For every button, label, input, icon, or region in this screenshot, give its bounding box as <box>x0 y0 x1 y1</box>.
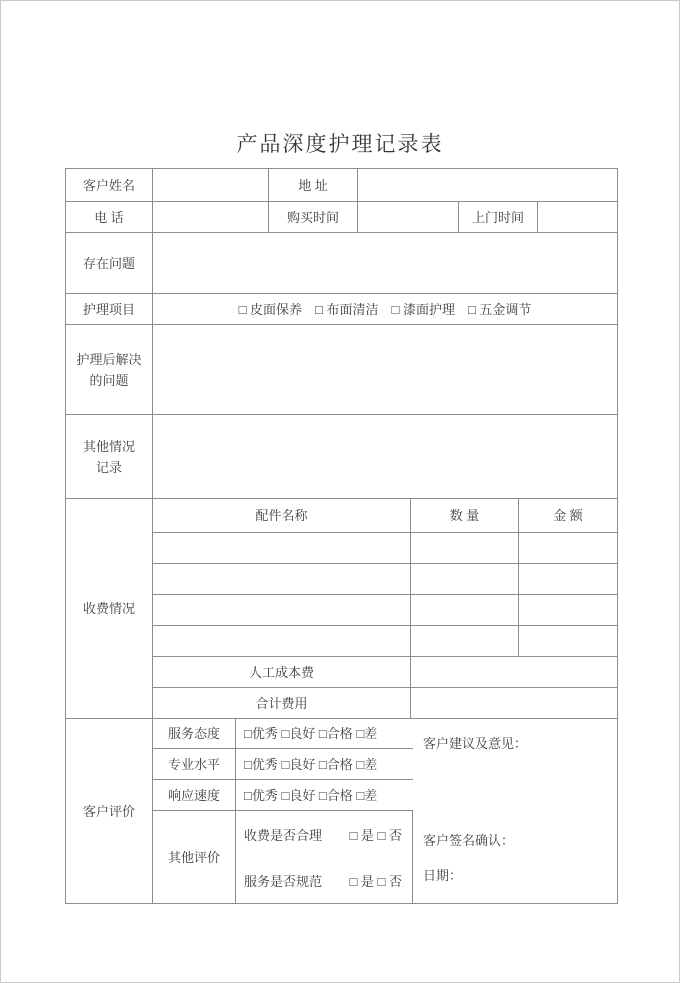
customer-name-label: 客户姓名 <box>66 169 153 201</box>
amount-field[interactable] <box>519 595 617 625</box>
charges-section-label: 收费情况 <box>66 499 153 718</box>
customer-name-field[interactable] <box>153 169 269 201</box>
row-customer-address <box>66 169 617 202</box>
row-other-notes <box>66 415 617 499</box>
existing-problem-label: 存在问题 <box>66 233 153 293</box>
other-notes-label: 其他情况 记录 <box>66 415 153 498</box>
suggestion-label: 客户建议及意见： <box>423 736 528 751</box>
service-standard-label: 服务是否规范 <box>244 873 323 889</box>
charges-subtable <box>153 499 617 718</box>
other-notes-field[interactable] <box>153 415 617 498</box>
quantity-field[interactable] <box>411 626 519 656</box>
response-speed-row <box>153 780 413 811</box>
labor-cost-field[interactable] <box>411 657 617 687</box>
post-care-solved-label: 护理后解决 的问题 <box>66 325 153 414</box>
amount-field[interactable] <box>519 564 617 594</box>
phone-label: 电 话 <box>66 202 153 232</box>
professional-level-checkbox-options[interactable]: □优秀 □良好 □合格 □差 <box>244 756 378 772</box>
service-attitude-checkbox-options[interactable]: □优秀 □良好 □合格 □差 <box>244 726 378 741</box>
part-name-field[interactable] <box>153 564 411 594</box>
response-speed-checkbox-options[interactable]: □优秀 □良好 □合格 □差 <box>244 787 378 803</box>
quantity-field[interactable] <box>411 564 519 594</box>
address-field[interactable] <box>358 169 617 201</box>
amount-field[interactable] <box>519 626 617 656</box>
charges-header-row <box>153 499 617 533</box>
purchase-time-field[interactable] <box>358 202 459 232</box>
quantity-header: 数 量 <box>411 499 519 532</box>
labor-cost-label: 人工成本费 <box>153 657 411 687</box>
charges-blank-row <box>153 626 617 657</box>
row-phone-times <box>66 202 617 233</box>
page-title: 产品深度护理记录表 <box>236 133 444 156</box>
labor-cost-row <box>153 657 617 688</box>
record-form-table <box>65 168 618 904</box>
evaluation-subtable <box>153 719 413 903</box>
existing-problem-field[interactable] <box>153 233 617 293</box>
part-name-field[interactable] <box>153 595 411 625</box>
charges-section <box>66 499 617 719</box>
amount-header: 金 额 <box>553 508 583 523</box>
care-items-label: 护理项目 <box>66 294 153 324</box>
quantity-field[interactable] <box>411 533 519 563</box>
visit-time-label: 上门时间 <box>459 202 538 232</box>
quantity-field[interactable] <box>411 595 519 625</box>
part-name-field[interactable] <box>153 533 411 563</box>
charges-blank-row <box>153 533 617 564</box>
service-attitude-label: 服务态度 <box>153 719 236 748</box>
part-name-field[interactable] <box>153 626 411 656</box>
total-cost-label: 合计费用 <box>153 688 411 718</box>
other-evaluation-row <box>153 811 413 903</box>
evaluation-section-label: 客户评价 <box>66 719 153 903</box>
professional-level-label: 专业水平 <box>153 749 236 779</box>
evaluation-section <box>66 719 617 903</box>
post-care-solved-field[interactable] <box>153 325 617 414</box>
service-attitude-row <box>153 719 413 749</box>
date-label: 日期： <box>423 868 463 883</box>
phone-field[interactable] <box>153 202 269 232</box>
suggestion-signature-area[interactable] <box>413 719 619 903</box>
other-evaluation-items <box>236 811 413 903</box>
row-care-items <box>66 294 617 325</box>
part-name-header: 配件名称 <box>153 499 411 532</box>
care-items-checkbox-options[interactable]: □ 皮面保养 □ 布面清洁 □ 漆面护理 □ 五金调节 <box>238 301 532 317</box>
fee-reasonable-checkbox-options[interactable]: □ 是 □ 否 <box>349 827 402 843</box>
fee-reasonable-item[interactable] <box>244 825 402 844</box>
charges-blank-row <box>153 595 617 626</box>
total-cost-row <box>153 688 617 718</box>
amount-field[interactable] <box>519 533 617 563</box>
row-solved-problems <box>66 325 617 415</box>
address-label: 地 址 <box>269 169 358 201</box>
service-standard-item[interactable] <box>244 871 402 890</box>
purchase-time-label: 购买时间 <box>269 202 358 232</box>
signature-label: 客户签名确认： <box>423 833 515 848</box>
fee-reasonable-label: 收费是否合理 <box>244 827 323 843</box>
total-cost-field[interactable] <box>411 688 617 718</box>
professional-level-row <box>153 749 413 780</box>
charges-blank-row <box>153 564 617 595</box>
service-standard-checkbox-options[interactable]: □ 是 □ 否 <box>349 873 402 889</box>
row-existing-problems <box>66 233 617 294</box>
response-speed-label: 响应速度 <box>153 780 236 810</box>
other-evaluation-label: 其他评价 <box>153 811 236 903</box>
visit-time-field[interactable] <box>538 202 617 232</box>
